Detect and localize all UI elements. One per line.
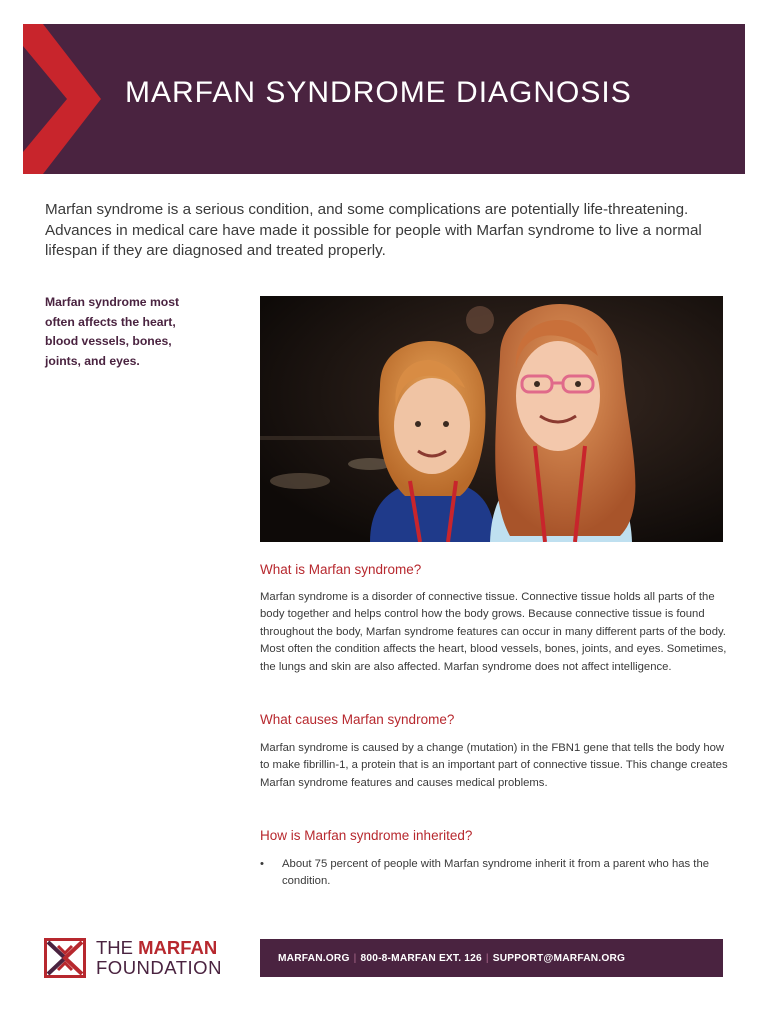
list-item: • About 75 percent of people with Marfan syndrome inherit it from a parent who has the condition. <box>260 858 710 888</box>
email-link[interactable]: SUPPORT@MARFAN.ORG <box>492 952 626 964</box>
bullet-icon: • <box>260 858 264 870</box>
separator: | <box>353 952 357 964</box>
inheritance-bullets <box>260 856 730 891</box>
header-banner <box>23 24 745 174</box>
website-link[interactable]: MARFAN.ORG <box>278 952 350 964</box>
page-title: MARFAN SYNDROME DIAGNOSIS <box>125 76 632 109</box>
marfan-foundation-logo[interactable] <box>44 938 234 980</box>
section-heading-what-is: What is Marfan syndrome? <box>260 562 422 577</box>
intro-paragraph: Marfan syndrome is a serious condition, and some complications are potentially life-threatening. Advances in medical care have made it possible for people with Marfan syndrome to live a normal lifespan if they are diagnosed and treated properly. <box>45 201 702 259</box>
separator: | <box>485 952 489 964</box>
logo-text-line2: FOUNDATION <box>96 957 222 978</box>
chevron-icon <box>23 24 113 174</box>
phone-link[interactable]: 800-8-MARFAN EXT. 126 <box>360 952 482 964</box>
section-heading-inherited: How is Marfan syndrome inherited? <box>260 828 473 843</box>
marfan-foundation-logo-icon <box>44 938 86 978</box>
sidebar-callout: Marfan syndrome most often affects the heart, blood vessels, bones, joints, and eyes. <box>45 295 180 368</box>
section-body-what-is: Marfan syndrome is a disorder of connective tissue. Connective tissue holds all parts of the body together and helps control how the body grows. Because connective tissue is found throughout the body, Marfan syndrome features can occur in many different parts of the body. Most often the condition affects the heart, blood vessels, bones, joints, and eyes. Sometimes, the lungs and skin are also affected. Marfan syndrome does not affect intelligence. <box>260 591 727 673</box>
logo-text-line1: THE MARFAN <box>96 937 218 958</box>
section-body-what-causes: Marfan syndrome is caused by a change (mutation) in the FBN1 gene that tells the body how to make fibrillin-1, a protein that is an important part of connective tissue. This change creates Marfan syndrome features and causes medical problems. <box>260 742 728 789</box>
contact-bar <box>260 939 723 977</box>
section-heading-what-causes: What causes Marfan syndrome? <box>260 712 455 727</box>
photo-two-girls <box>260 296 723 542</box>
